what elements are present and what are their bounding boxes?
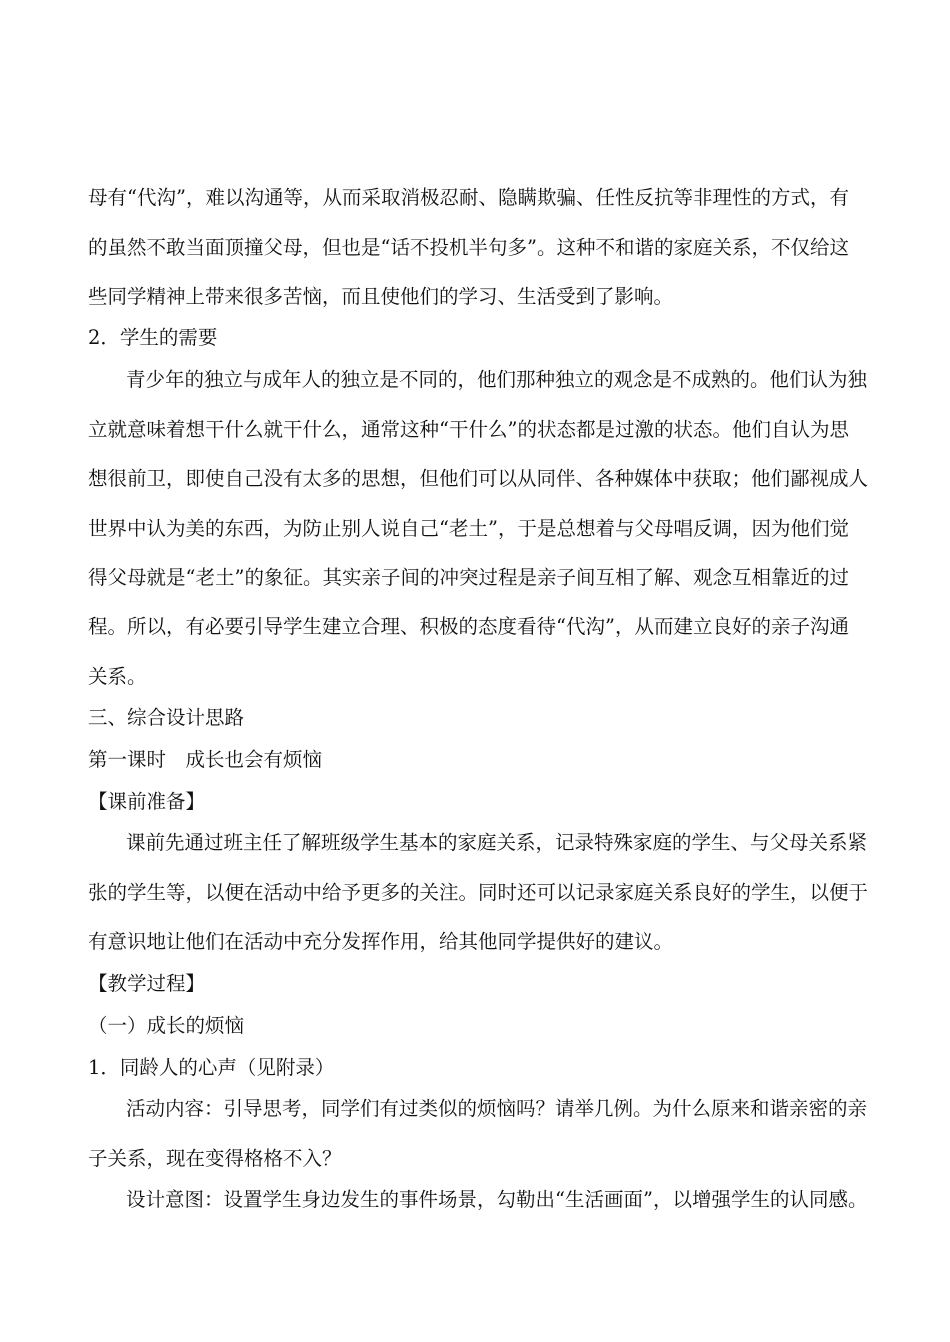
paragraph-line: 立就意味着想干什么就干什么，通常这种“干什么”的状态都是过激的状态。他们自认为思 xyxy=(88,418,849,441)
paragraph-line: 想很前卫，即使自己没有太多的思想，但他们可以从同伴、各种媒体中获取；他们鄙视成人 xyxy=(88,467,869,490)
section-heading: 2．学生的需要 xyxy=(88,326,218,349)
paragraph-line: 些同学精神上带来很多苦恼，而且使他们的学习、生活受到了影响。 xyxy=(88,285,674,308)
bracket-heading: 【课前准备】 xyxy=(88,790,206,813)
subsection-heading: 1．同龄人的心声（见附录） xyxy=(88,1056,335,1079)
paragraph-line: 有意识地让他们在活动中充分发挥作用，给其他同学提供好的建议。 xyxy=(88,930,674,953)
paragraph-line: 活动内容：引导思考，同学们有过类似的烦恼吗？请举几例。为什么原来和谐亲密的亲 xyxy=(126,1097,868,1120)
paragraph-line: 母有“代沟”，难以沟通等，从而采取消极忍耐、隐瞒欺骗、任性反抗等非理性的方式，有 xyxy=(88,186,849,209)
paragraph-line: 关系。 xyxy=(88,665,147,688)
paragraph-line: 程。所以，有必要引导学生建立合理、积极的态度看待“代沟”，从而建立良好的亲子沟通 xyxy=(88,615,849,638)
paragraph-line: 世界中认为美的东西，为防止别人说自己“老土”，于是总想着与父母唱反调，因为他们觉 xyxy=(88,517,849,540)
paragraph-line: 设计意图：设置学生身边发生的事件场景，勾勒出“生活画面”，以增强学生的认同感。 xyxy=(126,1188,868,1211)
paragraph-line: 的虽然不敢当面顶撞父母，但也是“话不投机半句多”。这种不和谐的家庭关系，不仅给这 xyxy=(88,236,849,259)
bracket-heading: 【教学过程】 xyxy=(88,972,206,995)
subsection-heading: （一）成长的烦恼 xyxy=(88,1014,245,1037)
section-heading: 三、综合设计思路 xyxy=(88,706,245,729)
lesson-title: 第一课时 成长也会有烦恼 xyxy=(88,748,323,771)
paragraph-line: 子关系，现在变得格格不入？ xyxy=(88,1147,342,1170)
paragraph-line: 青少年的独立与成年人的独立是不同的，他们那种独立的观念是不成熟的。他们认为独 xyxy=(126,368,868,391)
paragraph-line: 得父母就是“老土”的象征。其实亲子间的冲突过程是亲子间互相了解、观念互相靠近的过 xyxy=(88,566,849,589)
paragraph-line: 课前先通过班主任了解班级学生基本的家庭关系，记录特殊家庭的学生、与父母关系紧 xyxy=(126,831,868,854)
paragraph-line: 张的学生等，以便在活动中给予更多的关注。同时还可以记录家庭关系良好的学生，以便于 xyxy=(88,881,869,904)
